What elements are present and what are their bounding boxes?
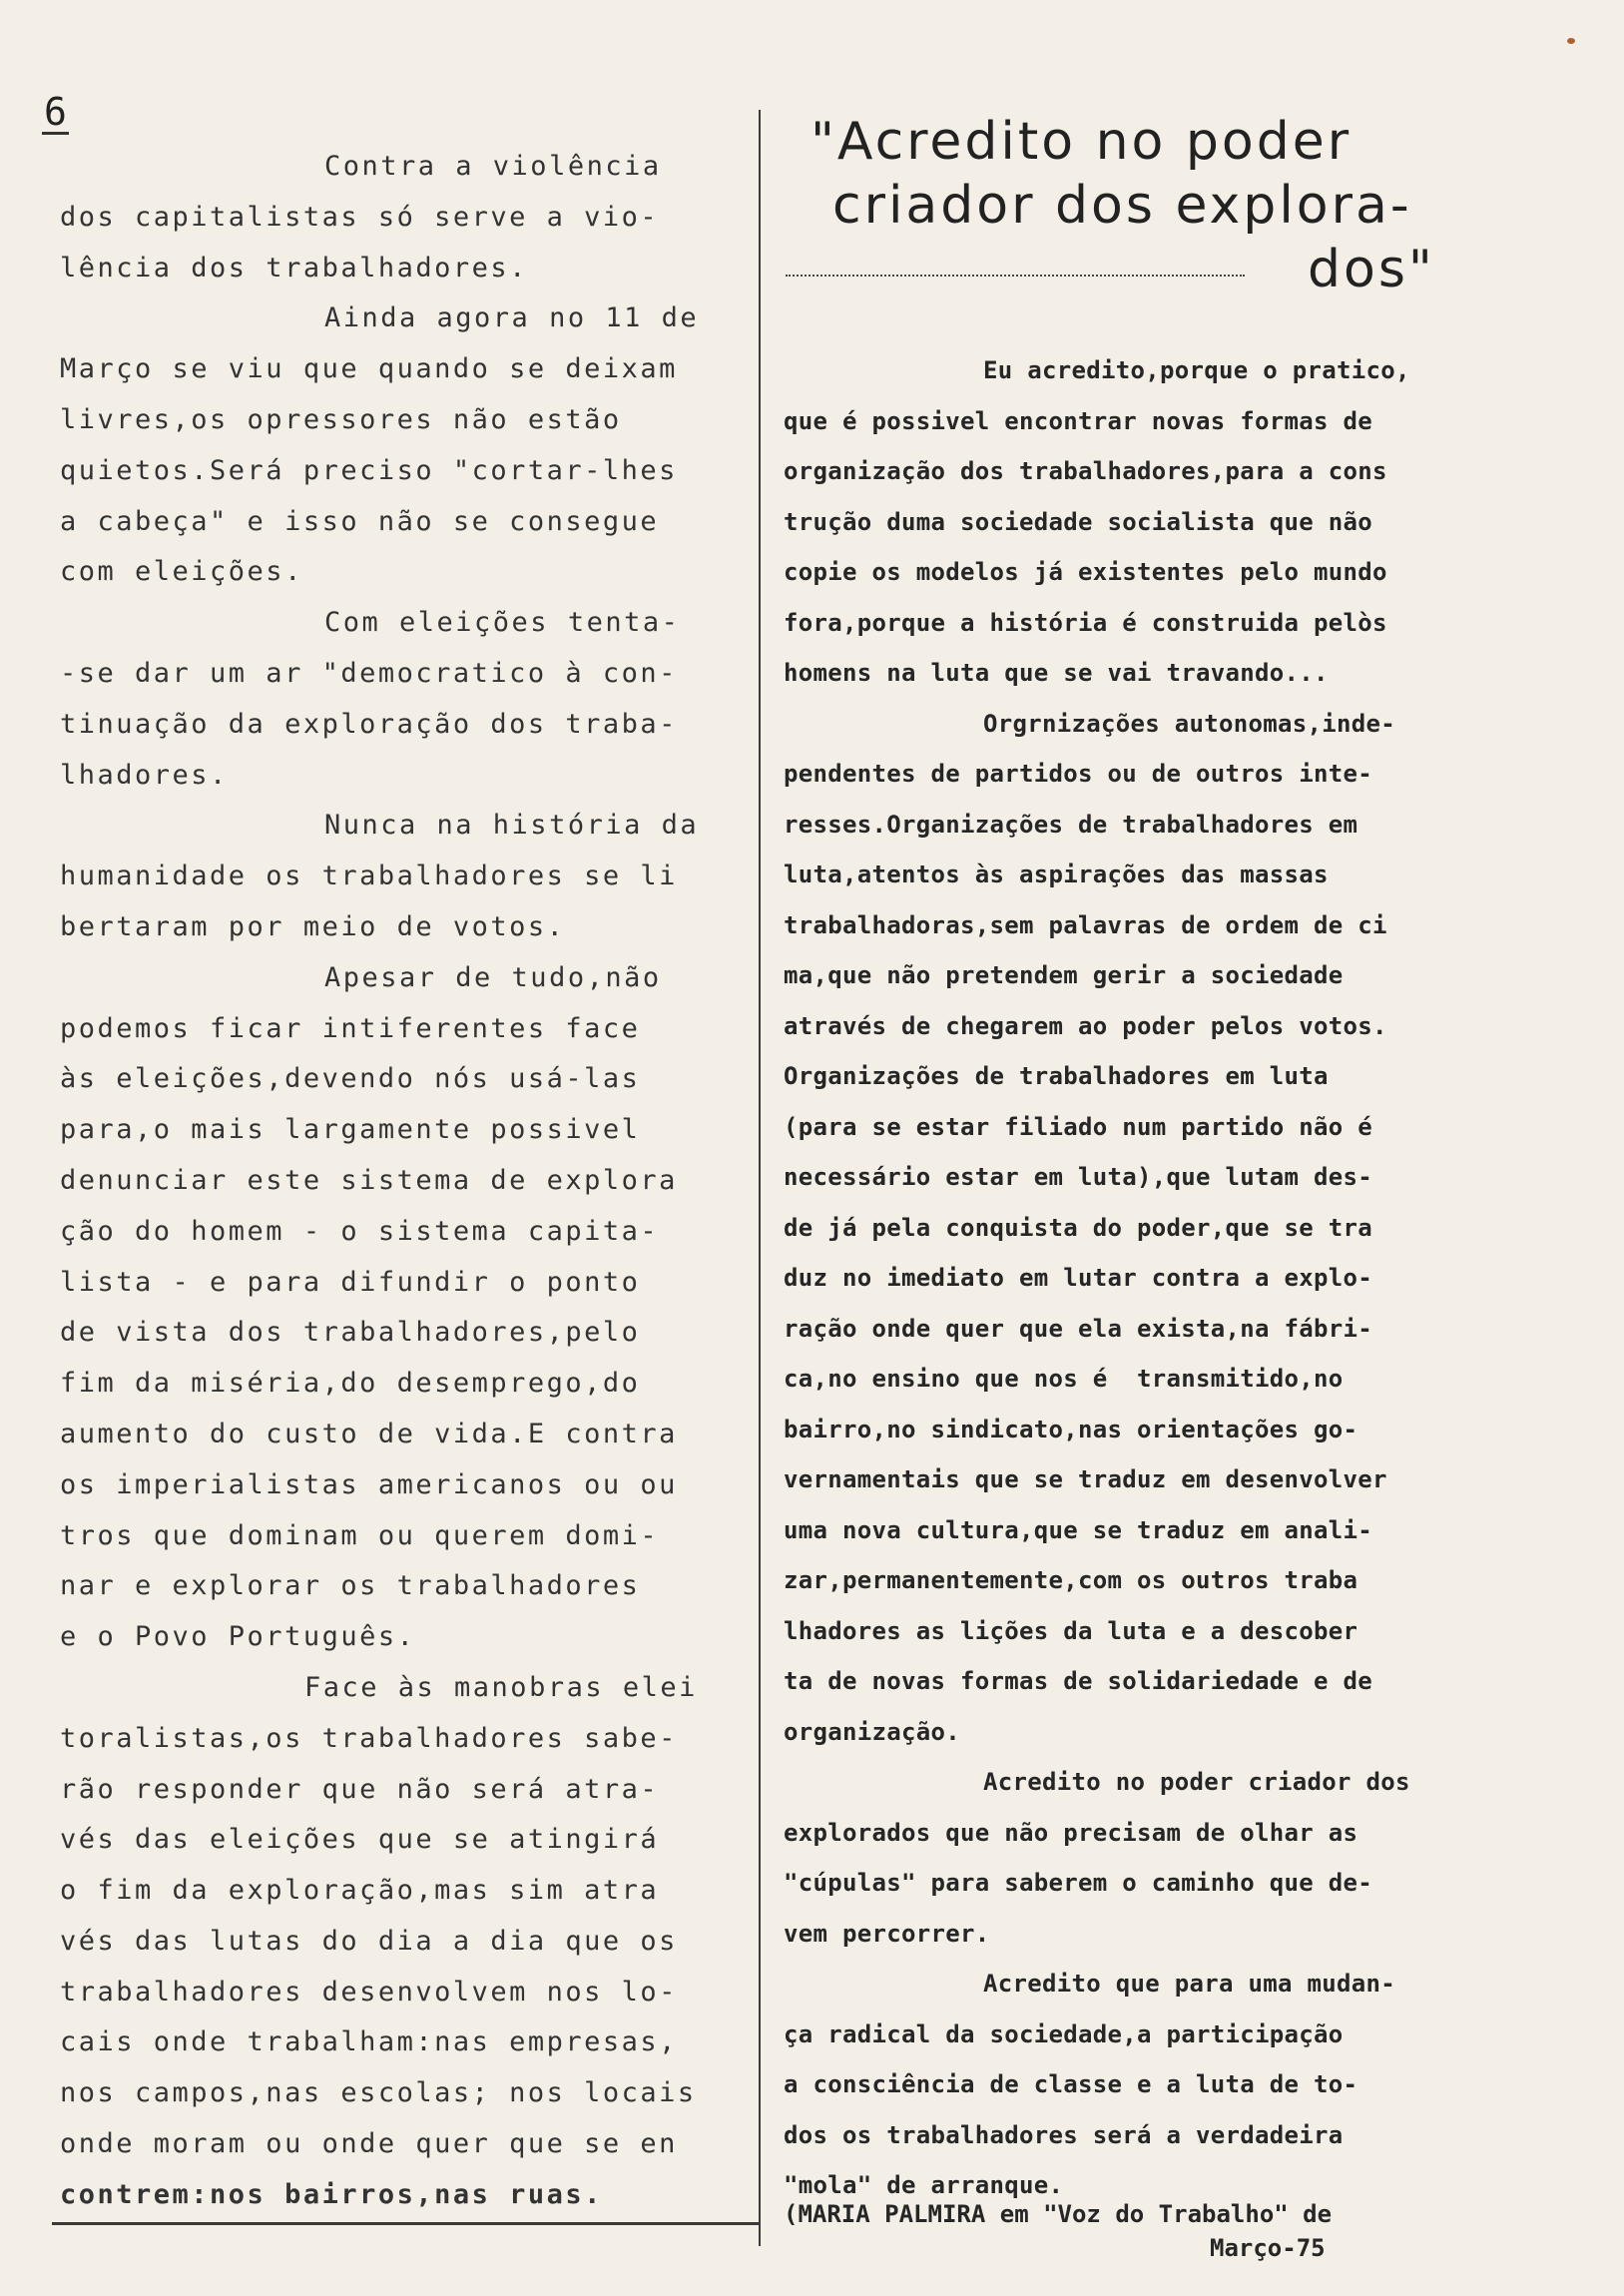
text-line: tinuação da exploração dos traba- bbox=[60, 708, 678, 740]
text-line: ração onde quer que ela exista,na fábri- bbox=[784, 1314, 1372, 1343]
right-paragraph-3 bbox=[784, 1757, 1582, 1959]
text-line: Contra a violência bbox=[324, 151, 662, 182]
text-line: fora,porque a história é construida pelòs bbox=[784, 608, 1387, 637]
text-line: Apesar de tudo,não bbox=[324, 961, 662, 993]
text-line: vem percorrer. bbox=[784, 1919, 990, 1948]
text-line: Face às manobras elei bbox=[304, 1671, 698, 1703]
text-line: lista - e para difundir o ponto bbox=[60, 1266, 641, 1298]
text-line: "cúpulas" para saberem o caminho que de- bbox=[784, 1869, 1372, 1897]
text-line: toralistas,os trabalhadores sabe- bbox=[60, 1722, 678, 1754]
text-line: Organizações de trabalhadores em luta bbox=[784, 1062, 1329, 1090]
text-line: para,o mais largamente possivel bbox=[60, 1114, 641, 1146]
text-line: através de chegarem ao poder pelos votos. bbox=[784, 1011, 1387, 1040]
text-line: tros que dominam ou querem domi- bbox=[60, 1519, 660, 1551]
text-line: e o Povo Português. bbox=[60, 1621, 416, 1653]
text-line: Orgrnizações autonomas,inde- bbox=[983, 709, 1395, 738]
text-line: resses.Organizações de trabalhadores em bbox=[784, 810, 1358, 839]
text-line: ção do homem - o sistema capita- bbox=[60, 1215, 660, 1247]
text-line: dos os trabalhadores será a verdadeira bbox=[784, 2120, 1344, 2149]
title-line: "Acredito no poder bbox=[811, 112, 1353, 172]
text-line: ca,no ensino que nos é transmitido,no bbox=[784, 1365, 1344, 1393]
left-paragraph-1 bbox=[60, 142, 739, 293]
ink-spot bbox=[1567, 38, 1575, 44]
citation-date: Março-75 bbox=[1210, 2234, 1326, 2262]
page-number: 6 bbox=[44, 90, 67, 134]
text-line: lhadores as lições da luta e a descober bbox=[784, 1616, 1358, 1645]
text-line: às eleições,devendo nós usá-las bbox=[60, 1063, 641, 1095]
left-column bbox=[60, 142, 739, 2221]
text-line: que é possivel encontrar novas formas de bbox=[784, 406, 1372, 435]
right-paragraph-4 bbox=[784, 1959, 1582, 2211]
text-line: Nunca na história da bbox=[324, 810, 700, 842]
text-line: de vista dos trabalhadores,pelo bbox=[60, 1317, 641, 1349]
text-line: aumento do custo de vida.E contra bbox=[60, 1418, 678, 1449]
text-line: Março se viu que quando se deixam bbox=[60, 353, 678, 385]
text-line: vés das lutas do dia a dia que os bbox=[60, 1925, 678, 1957]
text-line: de já pela conquista do poder,que se tra bbox=[784, 1213, 1372, 1242]
text-line: Com eleições tenta- bbox=[324, 607, 681, 639]
text-line: humanidade os trabalhadores se li bbox=[60, 861, 678, 892]
text-line: organização. bbox=[784, 1717, 960, 1746]
right-paragraph-1 bbox=[784, 345, 1582, 699]
text-line: vernamentais que se traduz em desenvolver bbox=[784, 1465, 1387, 1493]
text-line: quietos.Será preciso "cortar-lhes bbox=[60, 454, 678, 486]
text-line: bairro,no sindicato,nas orientações go- bbox=[784, 1415, 1358, 1443]
text-line: ça radical da sociedade,a participação bbox=[784, 2019, 1344, 2048]
text-line: trabalhadoras,sem palavras de ordem de ci bbox=[784, 910, 1387, 939]
left-paragraph-3 bbox=[60, 598, 739, 801]
text-line: denunciar este sistema de explora bbox=[60, 1164, 678, 1196]
text-line: uma nova cultura,que se traduz em anali- bbox=[784, 1515, 1372, 1544]
text-line: organização dos trabalhadores,para a cons bbox=[784, 457, 1387, 485]
text-line: onde moram ou onde quer que se en bbox=[60, 2128, 678, 2160]
text-line: copie os modelos já existentes pelo mundo bbox=[784, 558, 1387, 586]
text-line: lhadores. bbox=[60, 759, 229, 791]
text-line: lência dos trabalhadores. bbox=[60, 252, 528, 284]
text-line: contrem:nos bairros,nas ruas. bbox=[60, 2178, 603, 2210]
text-line: trabalhadores desenvolvem nos lo- bbox=[60, 1976, 678, 2008]
text-line: fim da miséria,do desemprego,do bbox=[60, 1368, 641, 1400]
text-line: Acredito que para uma mudan- bbox=[983, 1970, 1395, 1998]
text-line: rão responder que não será atra- bbox=[60, 1773, 660, 1805]
text-line: trução duma sociedade socialista que não bbox=[784, 507, 1372, 536]
text-line: a consciência de classe e a luta de to- bbox=[784, 2070, 1358, 2098]
text-line: duz no imediato em lutar contra a explo- bbox=[784, 1264, 1372, 1292]
citation: (MARIA PALMIRA em "Voz do Trabalho" de bbox=[784, 2200, 1333, 2228]
text-line: -se dar um ar "democratico à con- bbox=[60, 657, 678, 689]
text-line: os imperialistas americanos ou ou bbox=[60, 1468, 678, 1500]
left-paragraph-4 bbox=[60, 801, 739, 952]
text-line: zar,permanentemente,com os outros traba bbox=[784, 1566, 1358, 1594]
article-title bbox=[799, 110, 1597, 301]
text-line: bertaram por meio de votos. bbox=[60, 910, 566, 942]
text-line: o fim da exploração,mas sim atra bbox=[60, 1875, 660, 1907]
right-column bbox=[784, 345, 1582, 2211]
right-paragraph-2 bbox=[784, 699, 1582, 1758]
title-underline bbox=[786, 275, 1245, 277]
text-line: nar e explorar os trabalhadores bbox=[60, 1570, 641, 1602]
text-line: homens na luta que se vai travando... bbox=[784, 659, 1329, 687]
text-line: a cabeça" e isso não se consegue bbox=[60, 505, 660, 537]
bottom-rule bbox=[52, 2222, 761, 2225]
text-line: cais onde trabalham:nas empresas, bbox=[60, 2026, 678, 2058]
left-paragraph-5 bbox=[60, 953, 739, 1663]
text-line: Eu acredito,porque o pratico, bbox=[983, 356, 1410, 384]
text-line: explorados que não precisam de olhar as bbox=[784, 1818, 1358, 1847]
text-line: vés das eleições que se atingirá bbox=[60, 1824, 660, 1856]
left-paragraph-6 bbox=[60, 1663, 739, 2221]
column-divider bbox=[759, 110, 761, 2246]
text-line: (para se estar filiado num partido não é bbox=[784, 1112, 1372, 1141]
left-paragraph-2 bbox=[60, 293, 739, 598]
text-line: livres,os opressores não estão bbox=[60, 403, 622, 435]
text-line: ta de novas formas de solidariedade e de bbox=[784, 1667, 1372, 1695]
text-line: nos campos,nas escolas; nos locais bbox=[60, 2077, 697, 2109]
text-line: necessário estar em luta),que lutam des- bbox=[784, 1163, 1372, 1191]
text-line: com eleições. bbox=[60, 556, 303, 588]
text-line: luta,atentos às aspirações das massas bbox=[784, 861, 1329, 888]
title-line: dos" bbox=[1308, 240, 1435, 299]
text-line: Ainda agora no 11 de bbox=[324, 302, 700, 334]
text-line: podemos ficar intiferentes face bbox=[60, 1012, 641, 1044]
text-line: Acredito no poder criador dos bbox=[983, 1768, 1410, 1796]
text-line: pendentes de partidos ou de outros inte- bbox=[784, 760, 1372, 788]
text-line: ma,que não pretendem gerir a sociedade bbox=[784, 961, 1344, 989]
text-line: dos capitalistas só serve a vio- bbox=[60, 201, 660, 233]
text-line: "mola" de arranque. bbox=[784, 2171, 1064, 2199]
title-line: criador dos explora- bbox=[832, 176, 1412, 236]
